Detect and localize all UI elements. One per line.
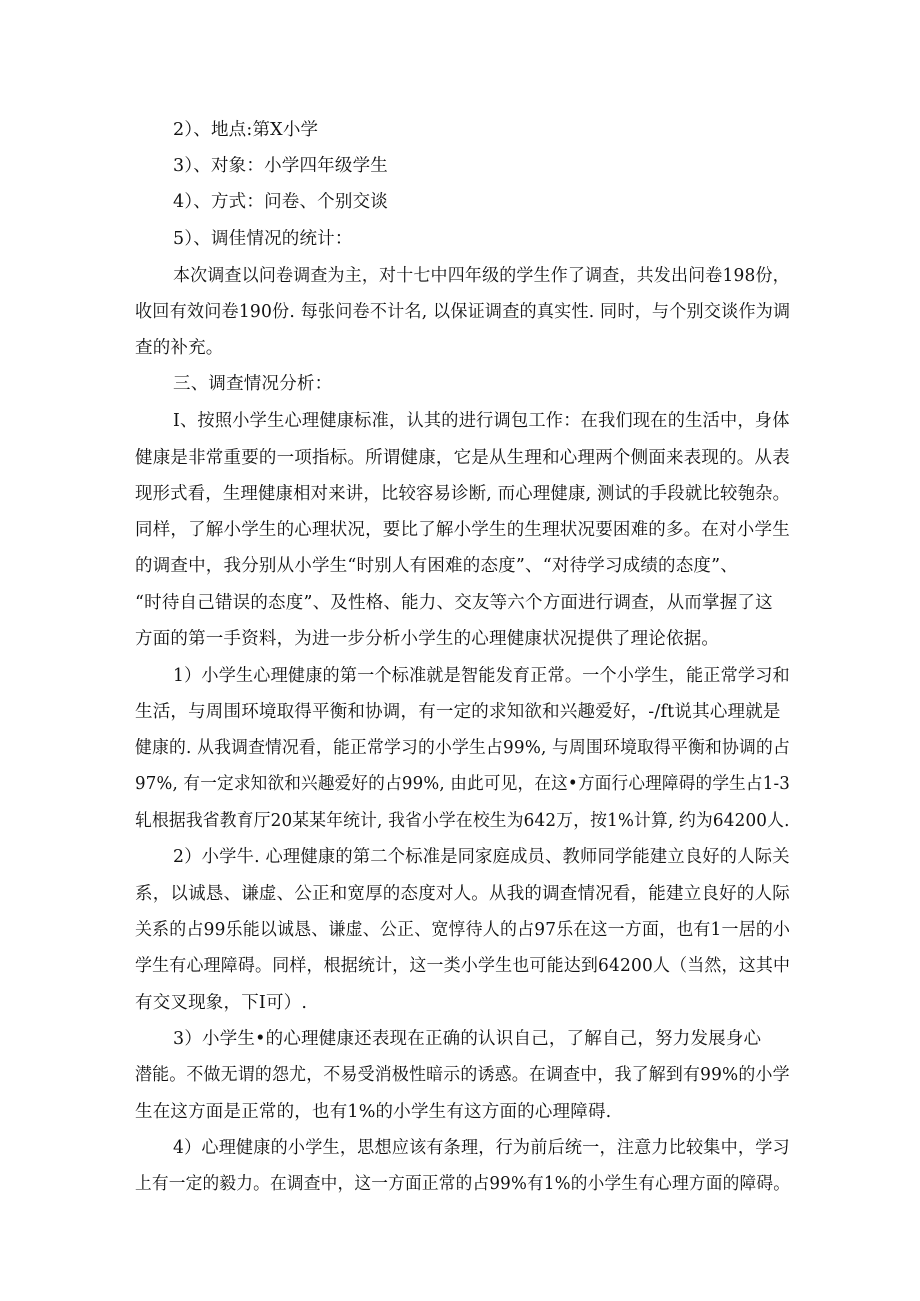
text-line: 上有一定的毅力。在调查中，这一方面正常的占99%有1%的小学生有心理方面的障碍。	[135, 1174, 791, 1194]
text-line: 本次调查以问卷调查为主，对十七中四年级的学生作了调查，共发出问卷198份，	[173, 266, 790, 286]
text-line: 生活，与周围环境取得平衡和协调，有一定的求知欲和兴趣爱好，-/ft说其心理就是	[135, 702, 781, 722]
text-line: I、按照小学生心理健康标准，认其的进行调包工作：在我们现在的生活中，身体	[173, 411, 790, 431]
text-line: 轧根据我省教育厅20某某年统计, 我省小学在校生为642万，按1%计算, 约为64200人.	[135, 811, 790, 831]
text-line: 潜能。不做无谓的怨尤，不易受消极性暗示的诱惑。在调查中，我了解到有99%的小学	[135, 1065, 790, 1085]
text-line: 1）小学生心理健康的第一个标准就是智能发育正常。一个小学生，能正常学习和	[173, 666, 790, 686]
text-line: 健康的. 从我调查情况看，能正常学习的小学生占99%, 与周围环境取得平衡和协调的占	[135, 738, 791, 758]
text-line: 5）、调佳情况的统计：	[173, 229, 353, 249]
text-line: “时待自己错误的态度”、及性格、能力、交友等六个方面进行调查，从而掌握了这	[135, 593, 773, 613]
text-line: 关系的占99乐能以诚恳、谦虚、公正、宽惇待人的占97乐在这一方面，也有1一居的小	[135, 920, 791, 940]
text-line: 3）小学生•的心理健康还表现在正确的认识自己，了解自己，努力发展身心	[173, 1029, 762, 1049]
text-line: 4）、方式：问卷、个别交谈	[173, 192, 388, 212]
text-line: 的调查中，我分别从小学生“时别人有困难的态度”、“对待学习成绩的态度”、	[135, 556, 738, 576]
text-line: 系，以诚恳、谦虚、公正和宽厚的态度对人。从我的调查情况看，能建立良好的人际	[135, 884, 790, 904]
text-line: 健康是非常重要的一项指标。所谓健康，它是从生理和心理两个侧面来表现的。从表	[135, 448, 790, 468]
text-line: 现形式看，生理健康相对来讲，比较容易诊断, 而心理健康, 测试的手段就比较匏杂。	[135, 484, 791, 504]
text-line: 查的补充。	[135, 338, 224, 358]
text-line: 有交叉现象，下I可）.	[135, 993, 308, 1013]
text-line: 方面的第一手资料，为进一步分析小学生的心理健康状况提供了理论依据。	[135, 629, 720, 649]
section-heading: 三、调查情况分析：	[173, 374, 333, 394]
text-line: 生在这方面是正常的，也有1%的小学生有这方面的心理障碍.	[135, 1102, 612, 1122]
text-line: 同样，了解小学生的心理状况，要比了解小学生的生理状况要困难的多。在对小学生	[135, 520, 790, 540]
text-line: 学生有心理障碍。同样，根据统计，这一类小学生也可能达到64200人（当然，这其中	[135, 956, 791, 976]
text-line: 97%, 有一定求知欲和兴趣爱好的占99%, 由此可见，在这•方面行心理障碍的学生占1-3	[135, 774, 791, 794]
text-line: 3）、对象：小学四年级学生	[173, 156, 388, 176]
text-line: 收回有效问卷190份. 每张问卷不计名, 以保证调查的真实性. 同时，与个别交谈作为调	[135, 302, 791, 322]
text-line: 2）、地点:第X小学	[173, 120, 319, 140]
text-line: 4）心理健康的小学生，思想应该有条理，行为前后统一，注意力比较集中，学习	[173, 1138, 790, 1158]
text-line: 2）小学牛. 心理健康的第二个标准是同家庭成员、教师同学能建立良好的人际关	[173, 847, 790, 867]
